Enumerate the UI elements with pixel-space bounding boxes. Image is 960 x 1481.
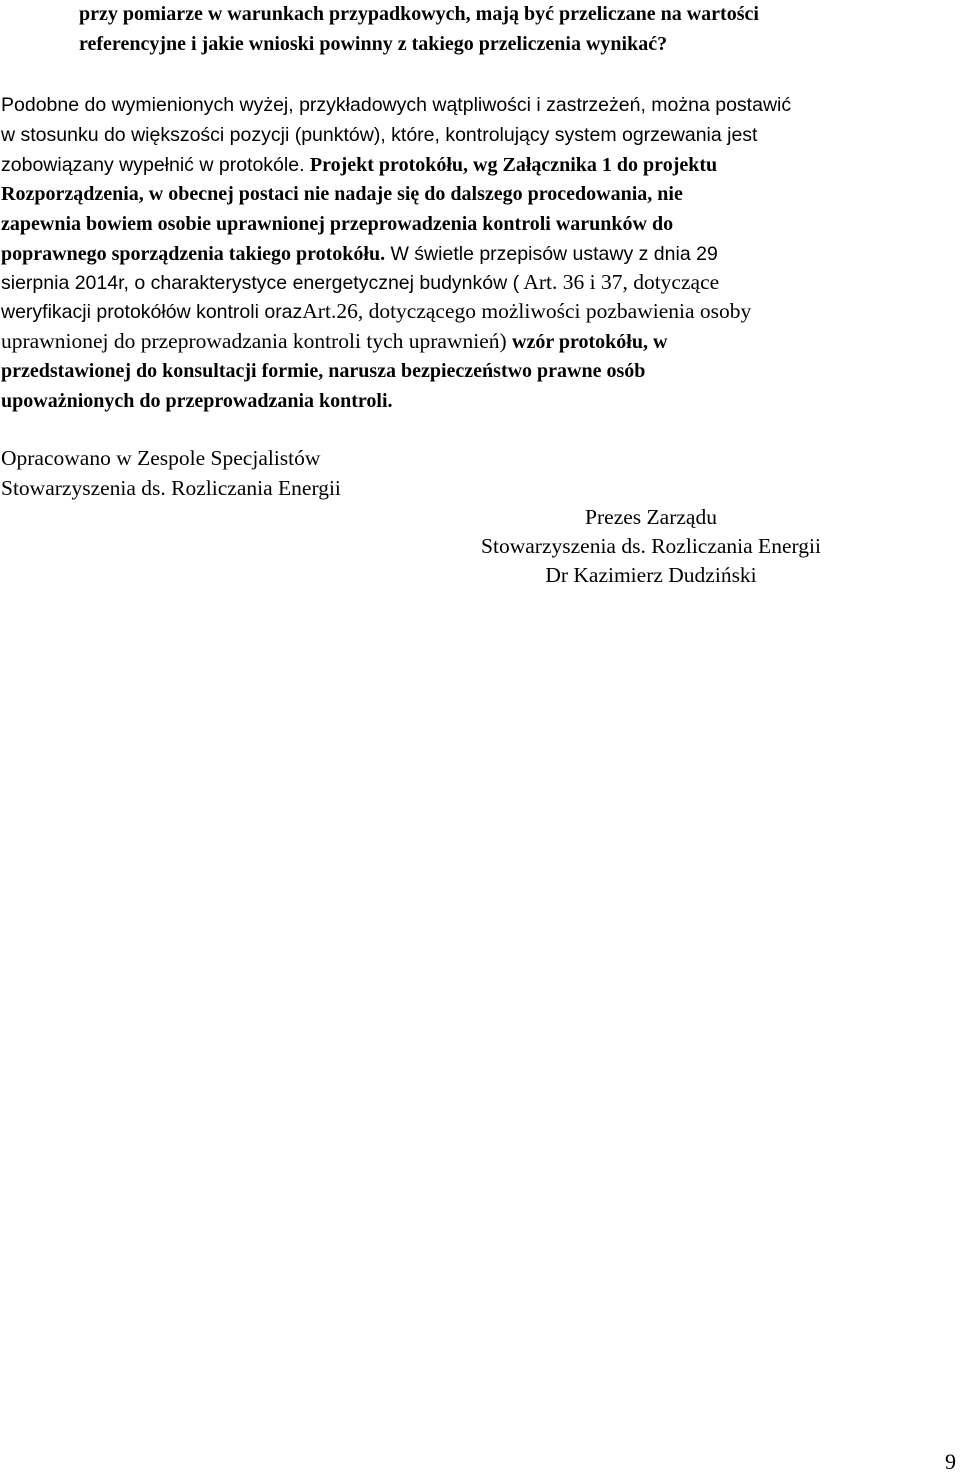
paragraph-line-8 xyxy=(1,297,751,327)
paragraph-line-7-serif: Art. 36 i 37, dotyczące xyxy=(523,270,720,294)
paragraph-line-3-bold: Projekt protokółu, wg Załącznika 1 do projektu xyxy=(309,154,718,176)
paragraph-line-3 xyxy=(1,150,717,180)
paragraph-line-9-bold: wzór protokółu, w xyxy=(512,331,668,353)
paragraph-line-7-sans: sierpnia 2014r, o charakterystyce energetycznej budynków ( xyxy=(1,272,520,294)
paragraph-line-9 xyxy=(1,327,667,357)
paragraph-line-2: w stosunku do większości pozycji (punktów), które, kontrolujący system ogrzewania jest xyxy=(1,124,758,146)
paragraph-line-8-serif: Art.26, dotyczącego możliwości pozbawienia osoby xyxy=(302,299,752,323)
signature-name: Dr Kazimierz Dudziński xyxy=(545,563,757,587)
page-number: 9 xyxy=(945,1449,956,1474)
paragraph-line-11: upoważnionych do przeprowadzania kontroli. xyxy=(1,390,393,412)
paragraph-line-10: przedstawionej do konsultacji formie, narusza bezpieczeństwo prawne osób xyxy=(1,360,646,382)
paragraph-line-1: Podobne do wymienionych wyżej, przykładowych wątpliwości i zastrzeżeń, można postawić xyxy=(1,94,792,116)
signature-title: Prezes Zarządu xyxy=(585,505,717,529)
intro-line-2: referencyjne i jakie wnioski powinny z takiego przeliczenia wynikać? xyxy=(79,33,668,55)
paragraph-line-9-normal: uprawnionej do przeprowadzania kontroli tych uprawnień) xyxy=(1,329,507,353)
credit-line-1: Opracowano w Zespole Specjalistów xyxy=(1,446,321,470)
paragraph-line-6-bold: poprawnego sporządzenia takiego protokółu. xyxy=(1,243,386,265)
paragraph-line-6 xyxy=(1,239,718,269)
paragraph-line-4: Rozporządzenia, w obecnej postaci nie nadaje się do dalszego procedowania, nie xyxy=(1,183,683,205)
paragraph-line-7 xyxy=(1,268,719,298)
intro-line-1: przy pomiarze w warunkach przypadkowych, mają być przeliczane na wartości xyxy=(79,3,759,25)
paragraph-line-3-normal: zobowiązany wypełnić w protokóle. xyxy=(1,154,305,176)
paragraph-line-6-normal: W świetle przepisów ustawy z dnia 29 xyxy=(390,243,718,265)
paragraph-line-5: zapewnia bowiem osobie uprawnionej przeprowadzenia kontroli warunków do xyxy=(1,213,674,235)
credit-line-2: Stowarzyszenia ds. Rozliczania Energii xyxy=(1,476,341,500)
signature-organization: Stowarzyszenia ds. Rozliczania Energii xyxy=(481,534,821,558)
paragraph-line-8-sans: weryfikacji protokółów kontroli oraz xyxy=(1,301,303,323)
